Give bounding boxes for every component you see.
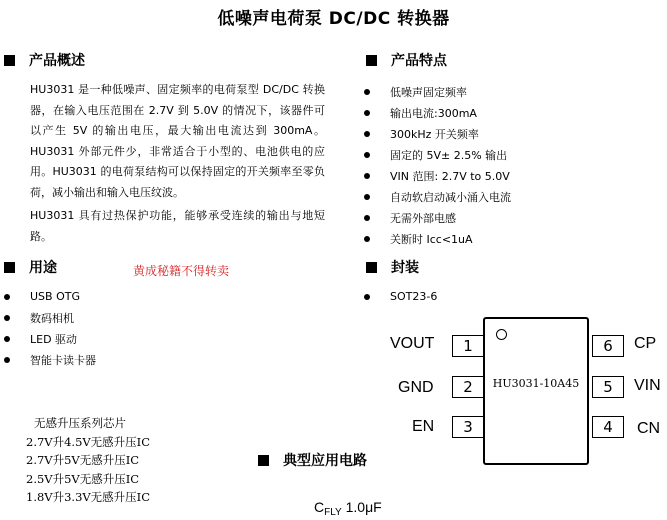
bullet-icon <box>4 336 10 342</box>
square-bullet-icon <box>258 455 269 466</box>
list-item: 智能卡读卡器 <box>4 349 96 370</box>
list-item: 2.7V升5V无感升压IC <box>26 453 140 467</box>
list-item: 输出电流:300mA <box>364 102 511 123</box>
list-item: 300kHz 开关频率 <box>364 123 511 144</box>
square-bullet-icon <box>4 262 15 273</box>
bullet-icon <box>364 110 370 116</box>
bullet-icon <box>364 131 370 137</box>
list-item: 2.7V升4.5V无感升压IC <box>26 434 151 449</box>
pin-name: EN <box>412 418 435 435</box>
series-title: 无感升压系列芯片 <box>34 416 126 430</box>
pin1-marker-icon <box>496 329 507 340</box>
list-item: 数码相机 <box>4 307 96 328</box>
features-list <box>364 81 511 249</box>
package-heading-text: 封装 <box>391 260 419 276</box>
overview-paragraph: HU3031 是一种低噪声、固定频率的电荷泵型 DC/DC 转换器，在输入电压范围在 2.7V 到 5.0V 的情况下，该器件可以产生 5V 的输出电压，最大输出电流达到 300mA。HU3031 外部元件少，非常适合于小型的、电池供电的应用。HU3031 的电荷泵结构可以保持固定的开关频率至零负荷，减小输出和输入电压纹波。 <box>30 83 325 199</box>
chip-label: HU3031-10A45 <box>492 377 580 390</box>
package-list <box>364 286 437 307</box>
package-heading <box>366 257 419 277</box>
list-item: SOT23-6 <box>364 286 437 307</box>
list-item: USB OTG <box>4 286 96 307</box>
applications-list <box>4 286 96 370</box>
chip-package-diagram <box>483 317 589 465</box>
list-item: 2.5V升5V无感升压IC <box>26 471 140 486</box>
pin-name: GND <box>398 379 434 396</box>
list-item: VIN 范围: 2.7V to 5.0V <box>364 165 511 186</box>
bullet-icon <box>364 173 370 179</box>
list-item: 自动软启动减小涌入电流 <box>364 186 511 207</box>
pin-number-box: 2 <box>452 376 484 398</box>
bullet-icon <box>364 89 370 95</box>
pin-number-box: 1 <box>452 335 484 357</box>
pin-name: VIN <box>634 377 661 394</box>
bullet-icon <box>364 215 370 221</box>
list-item: LED 驱动 <box>4 328 96 349</box>
bullet-icon <box>4 357 10 363</box>
bullet-icon <box>4 315 10 321</box>
applications-heading <box>4 257 57 277</box>
cfly-label: $C_{FLY}$ 1.0μF <box>314 499 382 518</box>
pin-number-box: 4 <box>592 416 624 438</box>
pin-number-box: 5 <box>592 376 624 398</box>
pin-number-box: 3 <box>452 416 484 438</box>
pin-name: CN <box>637 420 661 437</box>
overview-paragraph: HU3031 具有过热保护功能，能够承受连续的输出与地短路。 <box>30 209 325 243</box>
pin-name: VOUT <box>390 335 435 352</box>
typical-heading <box>258 450 367 470</box>
page-title: 低噪声电荷泵 DC/DC 转换器 <box>217 9 450 29</box>
list-item: 关断时 Icc<1uA <box>364 228 511 249</box>
list-item: 1.8V升3.3V无感升压IC <box>26 490 151 504</box>
list-item: 固定的 5V± 2.5% 输出 <box>364 144 511 165</box>
pin-number-box: 6 <box>592 335 624 357</box>
typical-heading-text: 典型应用电路 <box>283 453 367 469</box>
bullet-icon <box>364 294 370 300</box>
list-item: 低噪声固定频率 <box>364 81 511 102</box>
applications-heading-text: 用途 <box>29 260 57 276</box>
bullet-icon <box>364 194 370 200</box>
bullet-icon <box>364 152 370 158</box>
overview-heading <box>4 50 85 70</box>
overview-description <box>30 80 325 250</box>
series-list <box>26 414 150 507</box>
pin-name: CP <box>634 335 657 352</box>
features-heading-text: 产品特点 <box>391 53 447 69</box>
watermark-text: 黄成秘籍不得转卖 <box>133 264 230 278</box>
bullet-icon <box>364 236 370 242</box>
bullet-icon <box>4 294 10 300</box>
overview-heading-text: 产品概述 <box>29 53 85 69</box>
features-heading <box>366 50 447 70</box>
square-bullet-icon <box>4 55 15 66</box>
list-item: 无需外部电感 <box>364 207 511 228</box>
square-bullet-icon <box>366 55 377 66</box>
square-bullet-icon <box>366 262 377 273</box>
